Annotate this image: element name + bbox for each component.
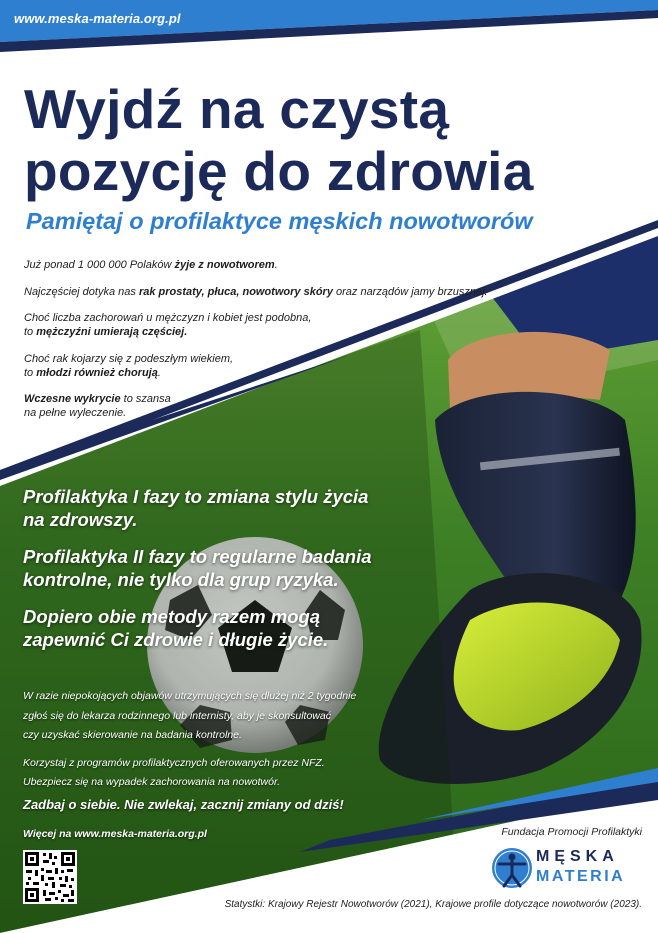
headline-line: pozycję do zdrowia bbox=[24, 140, 534, 202]
subheadline: Pamiętaj o profilaktyce męskich nowotworów bbox=[26, 208, 533, 234]
site-url[interactable]: www.meska-materia.org.pl bbox=[14, 11, 181, 26]
top-banner bbox=[0, 0, 658, 62]
fact-item: Choć rak kojarzy się z podeszłym wiekiem, to młodzi również chorują. bbox=[24, 352, 234, 379]
logo-word: MATERIA bbox=[536, 868, 626, 885]
headline bbox=[24, 78, 644, 202]
claims bbox=[23, 485, 443, 665]
call-to-action: Zadbaj o siebie. Nie zwlekaj, zacznij zmiany od dziś! bbox=[23, 797, 344, 812]
headline-line: Wyjdź na czystą bbox=[24, 78, 450, 140]
fact-item: Już ponad 1 000 000 Polaków żyje z nowotworem. bbox=[24, 259, 278, 271]
claim-item: Profilaktyka II fazy to regularne badania kontrolne, nie tylko dla grup ryzyka. bbox=[23, 546, 372, 590]
facts-list bbox=[24, 258, 584, 433]
advice bbox=[23, 687, 433, 801]
advice-item: W razie niepokojących objawów utrzymujących się dłużej niż 2 tygodnie zgłoś się do lekarza rodzinnego lub internisty, aby je skonsultować czy uzyskać skierowanie na badania kontrolne. bbox=[23, 690, 357, 741]
claim-item: Dopiero obie metody razem mogą zapewnić Ci zdrowie i długie życie. bbox=[23, 606, 329, 650]
qr-code-icon[interactable] bbox=[23, 850, 77, 904]
foundation-name: Fundacja Promocji Profilaktyki bbox=[501, 826, 642, 838]
fact-item: Najczęściej dotyka nas rak prostaty, płuca, nowotwory skóry oraz narządów jamy brzusznej. bbox=[24, 285, 488, 298]
statistics-source: Statystki: Krajowy Rejestr Nowotworów (2021), Krajowe profile dotyczące nowotworów (2023). bbox=[224, 899, 642, 910]
claim-item: Profilaktyka I fazy to zmiana stylu życia na zdrowszy. bbox=[23, 486, 369, 530]
more-info-link[interactable]: Więcej na www.meska-materia.org.pl bbox=[23, 828, 207, 840]
fact-item: Wczesne wykrycie to szansa na pełne wyleczenie. bbox=[24, 393, 171, 419]
logo-word: MĘSKA bbox=[536, 848, 619, 865]
fact-item: Choć liczba zachorowań u mężczyzn i kobiet jest podobna, to mężczyźni umierają częściej. bbox=[24, 312, 312, 338]
advice-item: Korzystaj z programów profilaktycznych oferowanych przez NFZ. Ubezpiecz się na wypadek zachorowania na nowotwór. bbox=[23, 756, 325, 788]
vitruvian-logo-icon bbox=[491, 844, 533, 892]
